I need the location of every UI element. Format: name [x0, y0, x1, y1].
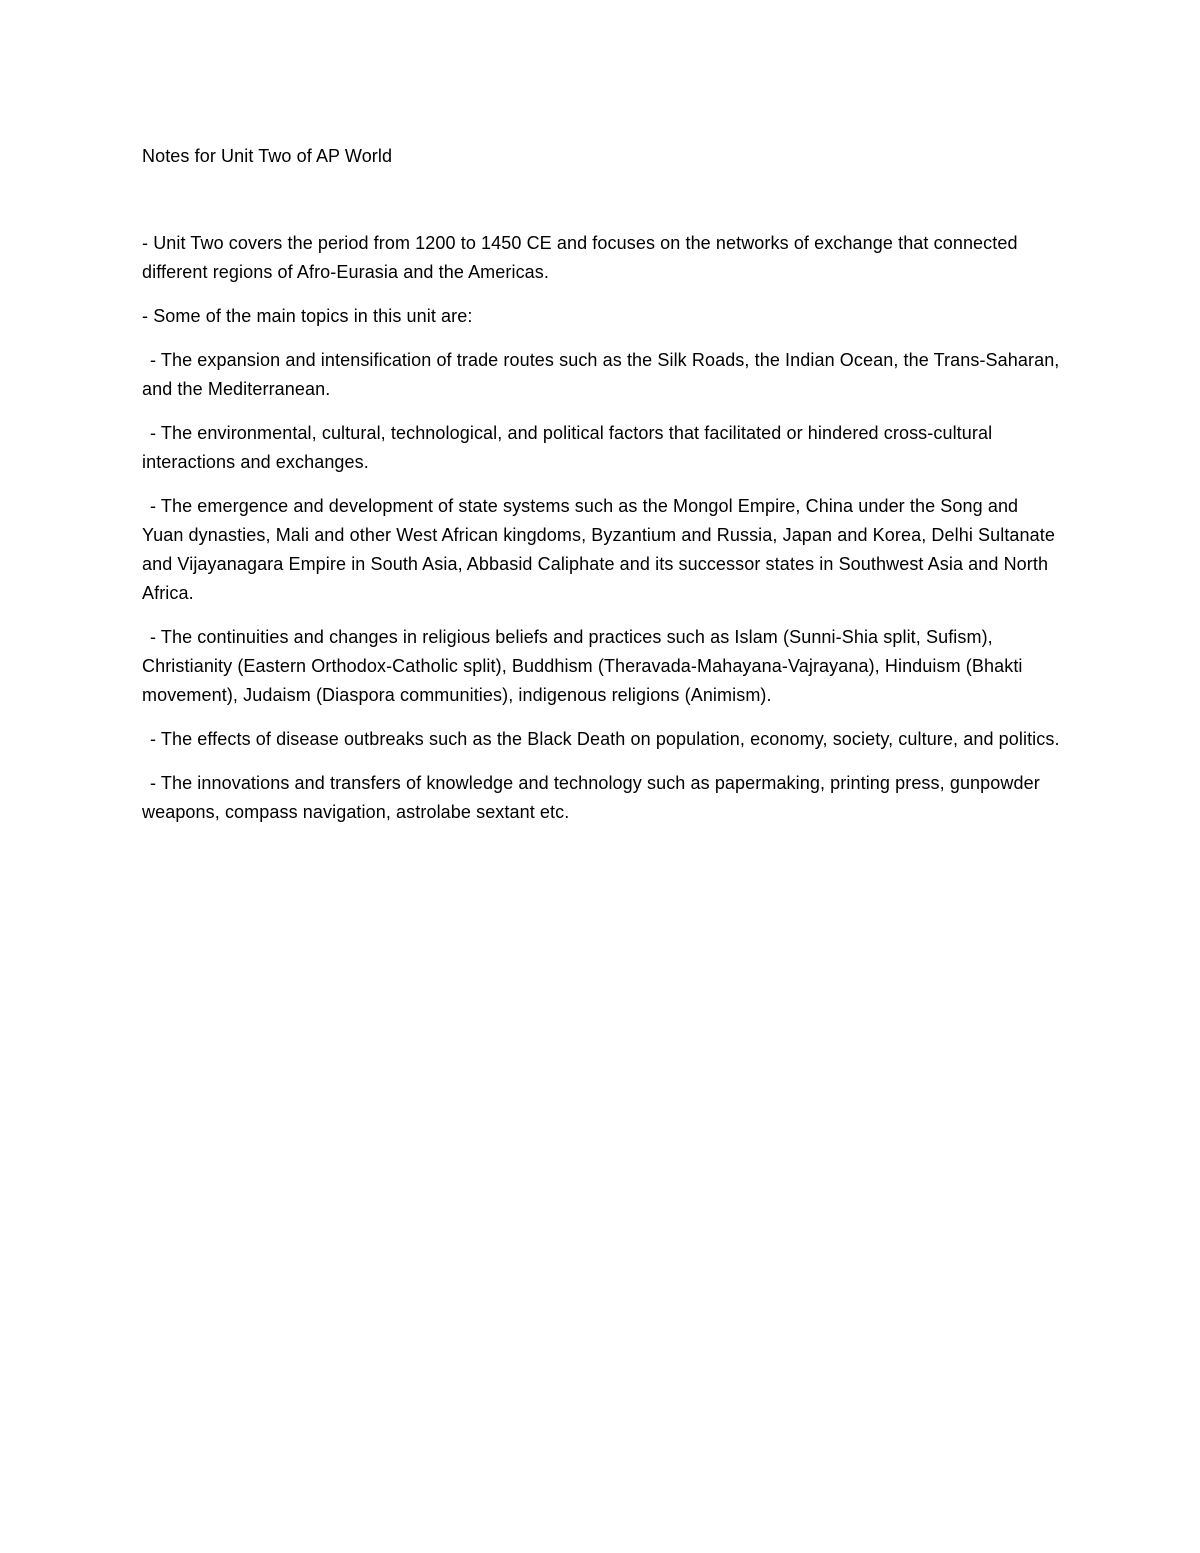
document-body	[142, 143, 1062, 842]
topic-innovations: - The innovations and transfers of knowledge and technology such as papermaking, printing press, gunpowder weapons, compass navigation, astrolabe sextant etc.	[142, 773, 1040, 822]
document-title: Notes for Unit Two of AP World	[142, 146, 393, 166]
topic-religious-beliefs: - The continuities and changes in religious beliefs and practices such as Islam (Sunni-Shia split, Sufism), Christianity (Eastern Orthodox-Catholic split), Buddhism (Theravada-Mahayana-Vajrayana), Hinduism (Bhakti movement), Judaism (Diaspora communities), indigenous religions (Animism).	[142, 627, 1023, 705]
topic-trade-routes: - The expansion and intensification of trade routes such as the Silk Roads, the Indian Ocean, the Trans-Saharan, and the Mediterranean.	[142, 350, 1060, 399]
intro-paragraph: - Unit Two covers the period from 1200 to 1450 CE and focuses on the networks of exchange that connected different regions of Afro-Eurasia and the Americas.	[142, 233, 1018, 282]
topic-state-systems: - The emergence and development of state systems such as the Mongol Empire, China under the Song and Yuan dynasties, Mali and other West African kingdoms, Byzantium and Russia, Japan and Korea, Delhi Sultanate and Vijayanagara Empire in South Asia, Abbasid Caliphate and its successor states in Southwest Asia and North Africa.	[142, 496, 1055, 603]
topics-intro-paragraph: - Some of the main topics in this unit are:	[142, 306, 473, 326]
topic-interaction-factors: - The environmental, cultural, technological, and political factors that facilitated or hindered cross-cultural interactions and exchanges.	[142, 423, 993, 472]
topic-disease-outbreaks: - The effects of disease outbreaks such as the Black Death on population, economy, society, culture, and politics.	[150, 729, 1060, 749]
